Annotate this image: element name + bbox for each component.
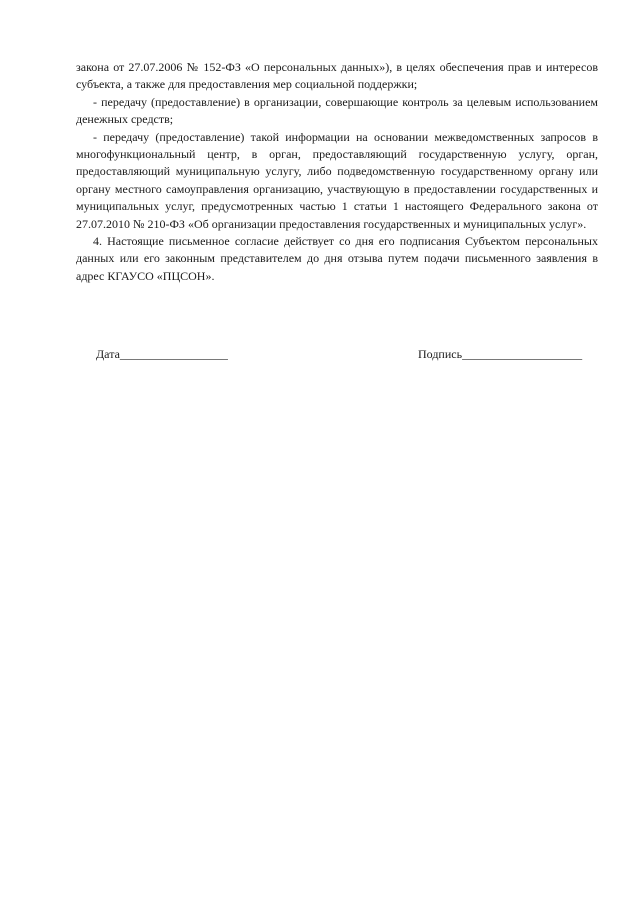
date-line-tail: __ [215,347,228,361]
paragraph-law-reference: закона от 27.07.2006 № 152-ФЗ «О персональных данных»), в целях обеспечения прав и интересов субъекта, а также для предоставления мер социальной поддержки; [76,60,598,92]
document-body [76,59,598,285]
date-label: Дата________________ [96,347,216,361]
date-field [96,346,228,363]
paragraph-transfer-control: - передачу (предоставление) в организации, совершающие контроль за целевым использованием денежных средств; [76,94,598,127]
paragraph-transfer-interagency: - передачу (предоставление) такой информации на основании межведомственных запросов в многофункциональный центр, в орган, предоставляющий государственную услугу, орган, предоставляющий муниципальную услугу, либо подведомственную государственному органу или органу местного самоуправления организацию, участвующую в предоставлении государственных и муниципальных услуг, предусмотренных частью 1 статьи 1 настоящего Федерального закона от 27.07.2010 № 210-ФЗ «Об организации предоставления государственных и муниципальных услуг». [76,129,598,231]
signature-label: Подпись__________________ [418,347,571,361]
signature-line-tail: __ [570,347,583,361]
paragraph-consent-validity: 4. Настоящие письменное согласие действует со дня его подписания Субъектом персональных данных или его законным представителем до дня отзыва путем подачи письменного заявления в адрес КГАУСО «ПЦСОН». [76,234,598,283]
signature-field [418,346,582,363]
